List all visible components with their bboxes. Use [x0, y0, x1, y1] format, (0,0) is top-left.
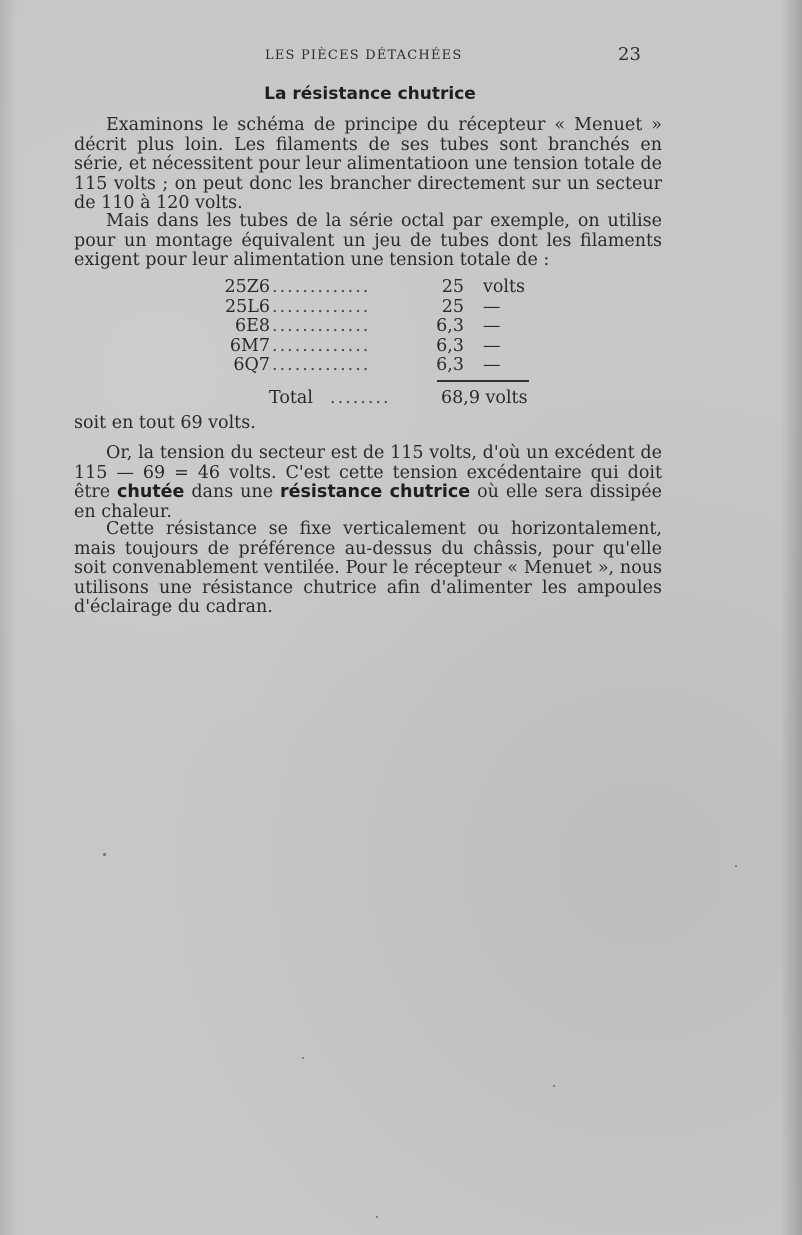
total-label: Total [269, 388, 313, 408]
paragraph-octal-text: Mais dans les tubes de la série octal par exemple, on utilise pour un montage équivalent un jeu de tubes dont les filaments exigent pour leur alimentation une tension totale de : [74, 211, 662, 270]
paragraph-excess [74, 444, 662, 522]
dot-leader: ............. [272, 296, 371, 317]
table-row [200, 317, 560, 337]
tube-name: 25L6 [224, 296, 270, 317]
dot-leader: ............. [272, 355, 371, 375]
tube-unit: — [483, 335, 501, 356]
paragraph-total-sum: soit en tout 69 volts. [74, 413, 256, 433]
tube-voltage: 6,3 [436, 335, 464, 356]
paragraph-octal [74, 212, 662, 271]
running-title: LES PIÈCES DÉTACHÉES [265, 48, 463, 63]
table-row [200, 337, 560, 357]
paragraph-excess-text-1: Or, la tension du secteur est de 115 volts, d'où un excédent de 115 — 69 = 46 volts. C'est cette tension excédentaire qui doit être [74, 443, 662, 502]
tube-unit: — [483, 296, 501, 317]
tube-name: 6Q7 [233, 355, 270, 375]
dot-leader: ............. [272, 316, 371, 336]
tube-unit: — [483, 316, 501, 336]
paper-speck [553, 1085, 555, 1087]
table-row [200, 298, 560, 318]
table-row [200, 356, 560, 376]
section-heading: La résistance chutrice [264, 84, 476, 104]
tube-voltage: 6,3 [436, 316, 464, 336]
bold-term-resistance-chutrice: résistance chutrice [279, 482, 471, 502]
paper-speck [735, 865, 737, 867]
total-rule [437, 380, 529, 382]
tube-unit: volts [483, 277, 526, 297]
paper-speck [302, 1057, 304, 1059]
paragraph-mounting [74, 520, 662, 618]
tube-unit: — [483, 355, 501, 375]
dot-leader: ............. [272, 335, 371, 356]
paragraph-excess-text-3: où elle sera dissipée en chaleur. [74, 482, 662, 522]
tube-name: 25Z6 [224, 277, 270, 297]
paper-speck [103, 853, 106, 856]
bold-term-chutee: chutée [117, 482, 185, 502]
tube-voltage-table [200, 278, 560, 376]
paragraph-intro-text: Examinons le schéma de principe du récepteur « Menuet » décrit plus loin. Les filaments de ses tubes sont branchés en série, et nécessitent pour leur alimentatioon une tension totale de 115 volts ; on peut donc les brancher directement sur un secteur de 110 à 120 volts. [74, 115, 662, 213]
tube-name: 6M7 [229, 335, 270, 356]
paragraph-excess-text-2: dans une [184, 482, 280, 502]
tube-voltage: 6,3 [436, 355, 464, 375]
page-number: 23 [618, 44, 641, 65]
table-row [200, 278, 560, 298]
dot-leader: ............. [272, 277, 371, 297]
paper-speck [376, 1216, 378, 1218]
tube-voltage: 25 [441, 296, 464, 317]
total-value: 68,9 volts [441, 388, 528, 408]
total-row [0, 389, 802, 409]
running-head [0, 44, 802, 68]
tube-voltage: 25 [441, 277, 464, 297]
paragraph-intro [74, 116, 662, 214]
tube-name: 6E8 [234, 316, 270, 336]
paragraph-mounting-text: Cette résistance se fixe verticalement ou horizontalement, mais toujours de préférence au-dessus du châssis, pour qu'elle soit convenablement ventilée. Pour le récepteur « Menuet », nous utilisons une résistance chutrice afin d'alimenter les ampoules d'éclairage du cadran. [74, 519, 662, 617]
dot-leader: ........ [330, 388, 391, 408]
